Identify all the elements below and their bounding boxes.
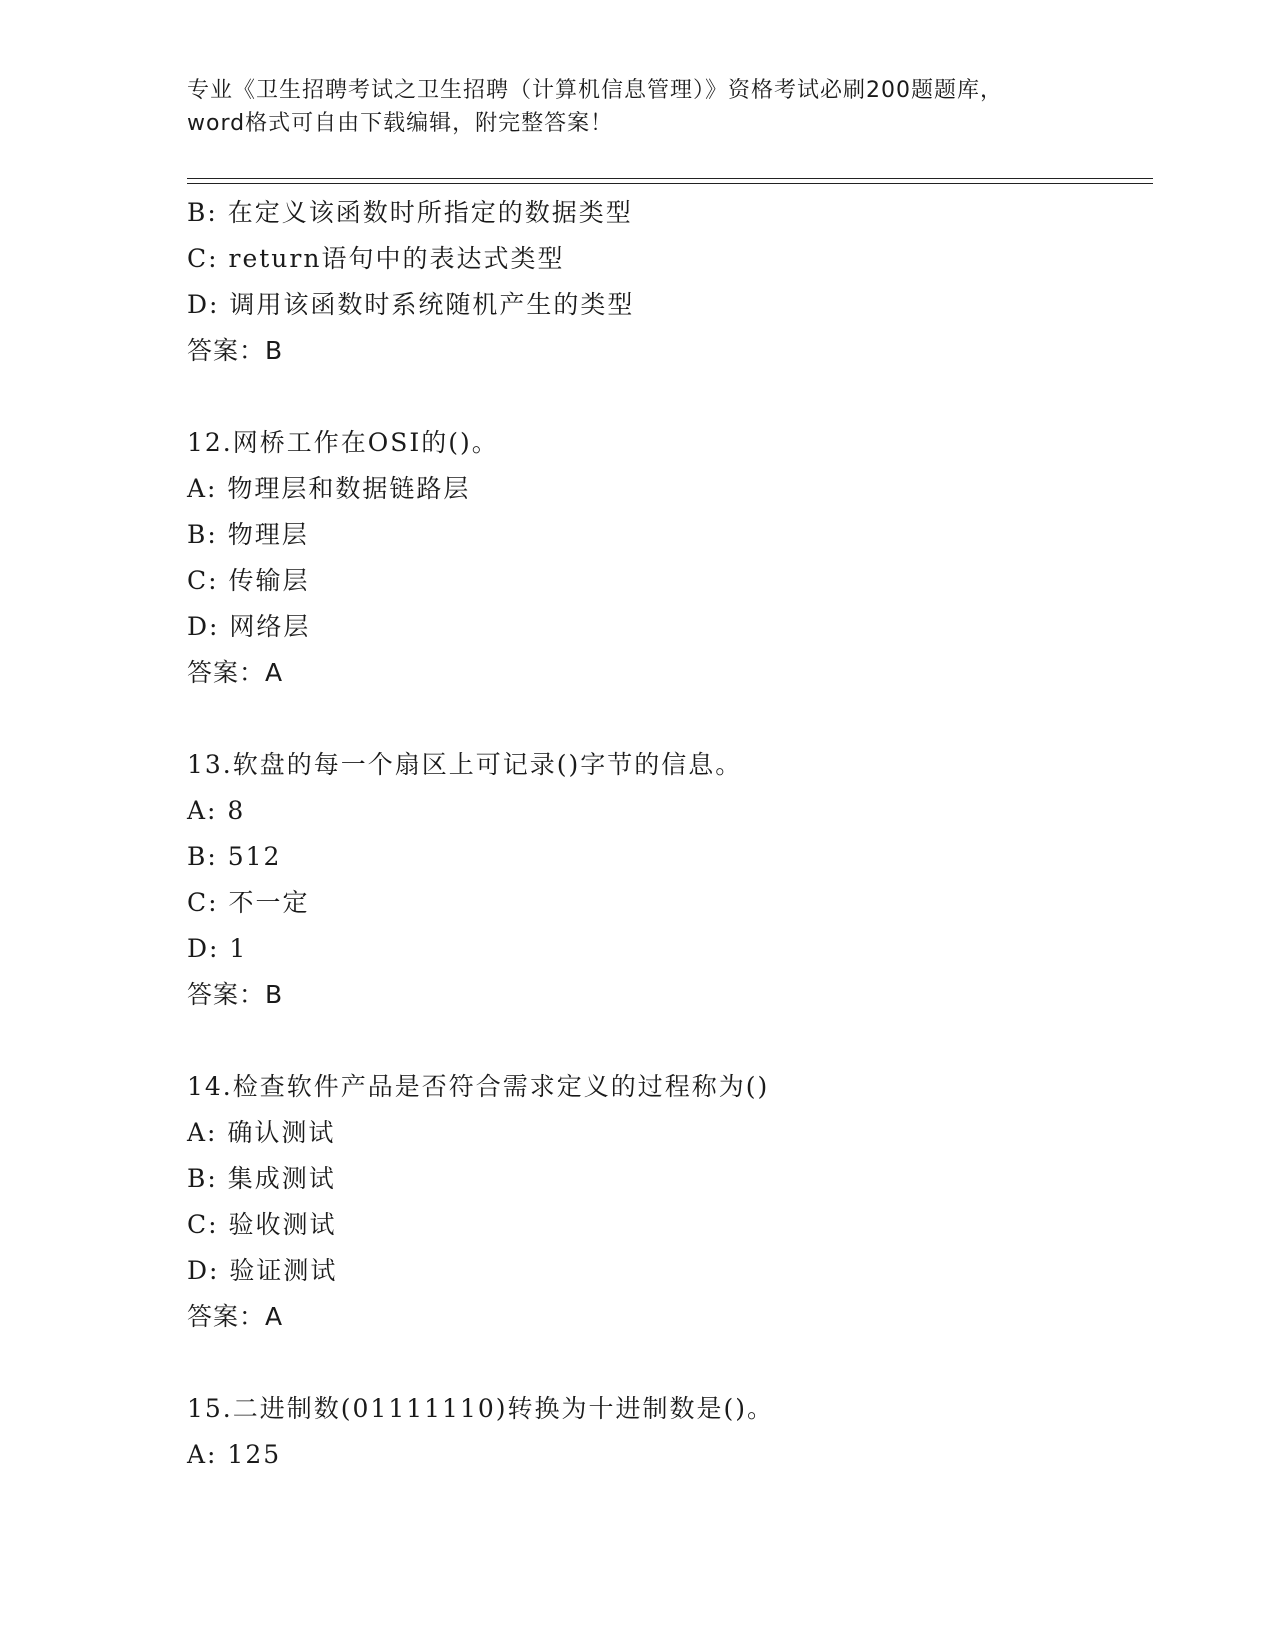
option-b: B: 512 — [187, 842, 282, 871]
question-text: 13.软盘的每一个扇区上可记录()字节的信息。 — [187, 750, 743, 779]
option-d: D: 验证测试 — [187, 1256, 338, 1285]
option-d: D: 1 — [187, 934, 248, 963]
question-block-11 — [187, 190, 1147, 374]
option-a: A: 确认测试 — [187, 1118, 336, 1147]
question-text: 15.二进制数(01111110)转换为十进制数是()。 — [187, 1394, 775, 1423]
question-block-14 — [187, 1064, 1147, 1340]
option-c: C: 不一定 — [187, 888, 310, 917]
option-b: B: 集成测试 — [187, 1164, 336, 1193]
option-c: C: 验收测试 — [187, 1210, 337, 1239]
question-block-12 — [187, 420, 1147, 696]
option-a: A: 125 — [187, 1440, 282, 1469]
question-list — [187, 190, 1147, 1478]
option-a: A: 物理层和数据链路层 — [187, 474, 471, 503]
option-b: B: 在定义该函数时所指定的数据类型 — [187, 198, 633, 227]
option-c: C: 传输层 — [187, 566, 310, 595]
option-c: C: return语句中的表达式类型 — [187, 244, 565, 273]
header-line-1: 专业《卫生招聘考试之卫生招聘（计算机信息管理）》资格考试必刷200题题库， — [187, 78, 1003, 103]
option-d: D: 调用该函数时系统随机产生的类型 — [187, 290, 635, 319]
header-line-2: word格式可自由下载编辑，附完整答案！ — [187, 111, 614, 136]
question-block-15 — [187, 1386, 1147, 1478]
question-block-13 — [187, 742, 1147, 1018]
question-text: 14.检查软件产品是否符合需求定义的过程称为() — [187, 1072, 770, 1101]
document-header — [187, 74, 1087, 140]
header-divider-bottom — [187, 183, 1153, 184]
option-b: B: 物理层 — [187, 520, 309, 549]
answer-line: 答案：B — [187, 336, 284, 365]
question-text: 12.网桥工作在OSI的()。 — [187, 428, 499, 457]
answer-line: 答案：B — [187, 980, 284, 1009]
header-divider-top — [187, 178, 1153, 179]
option-d: D: 网络层 — [187, 612, 311, 641]
answer-line: 答案：A — [187, 1302, 284, 1331]
answer-line: 答案：A — [187, 658, 284, 687]
option-a: A: 8 — [187, 796, 246, 825]
